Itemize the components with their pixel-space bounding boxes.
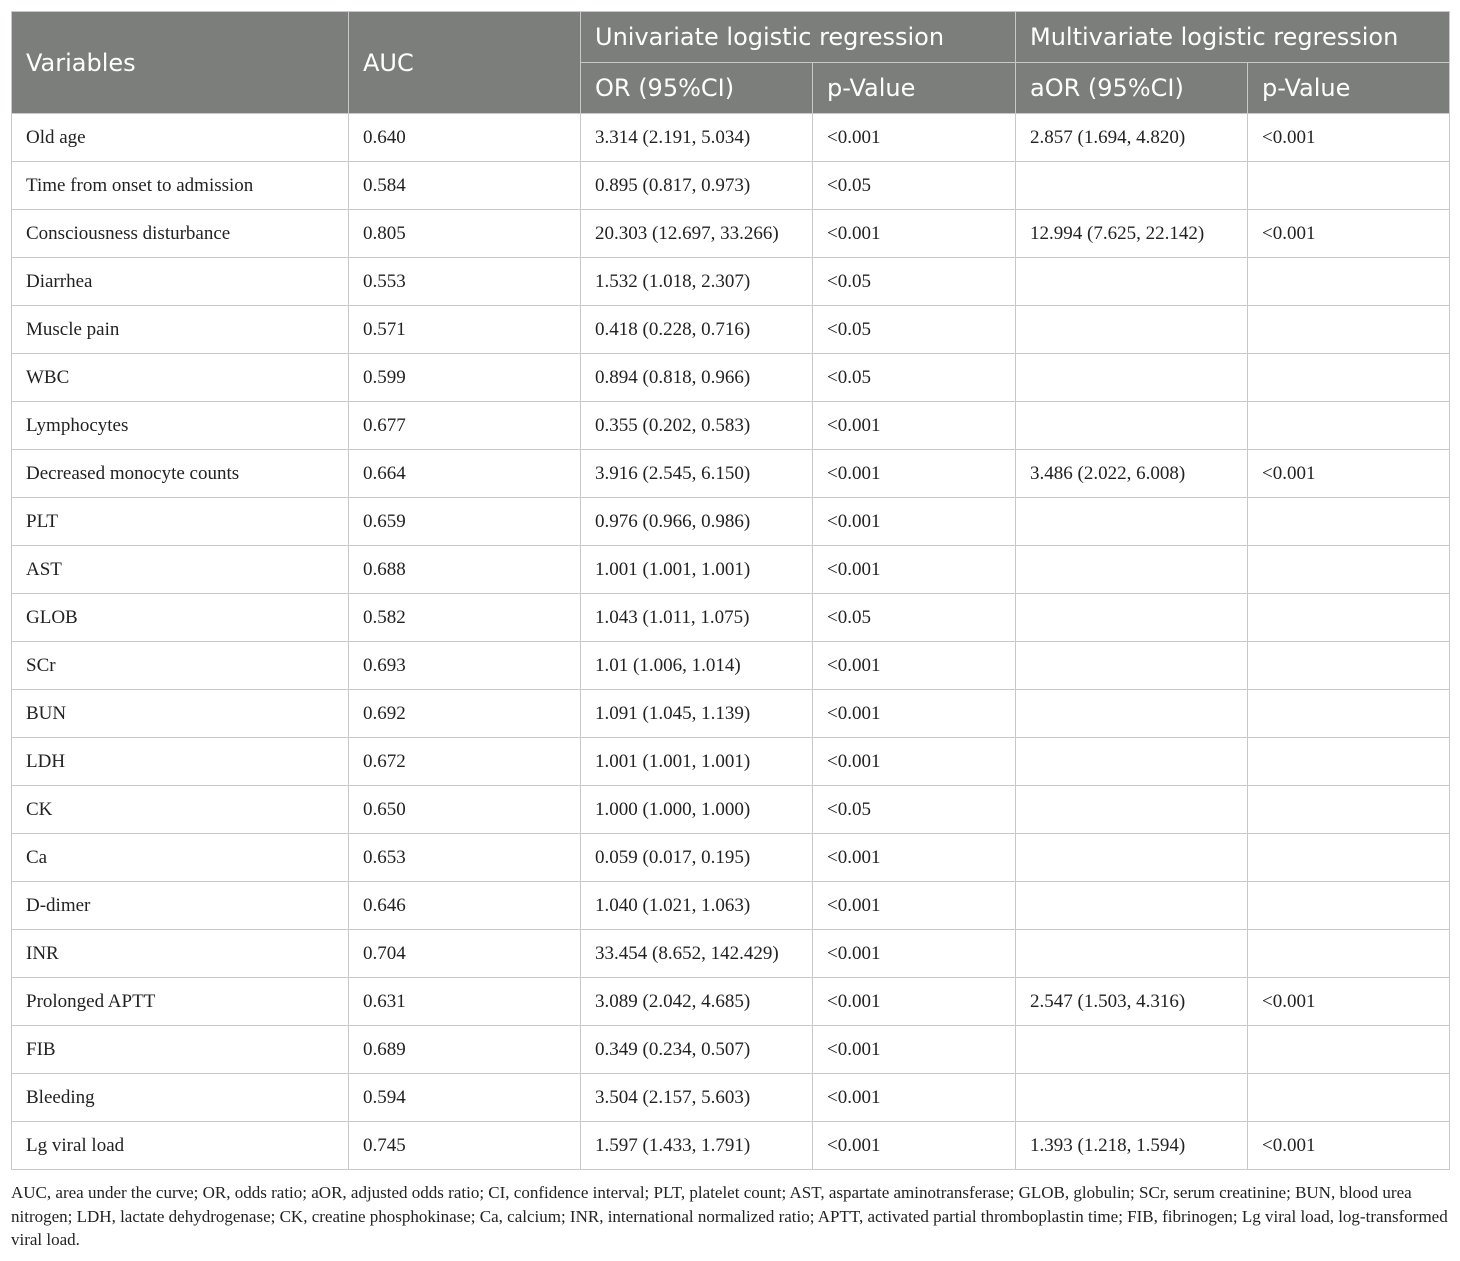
cell-aor-ci: [1016, 930, 1248, 978]
cell-auc: 0.689: [349, 1026, 581, 1074]
cell-multi-p-value: <0.001: [1248, 114, 1450, 162]
cell-uni-p-value: <0.001: [813, 930, 1016, 978]
cell-uni-p-value: <0.001: [813, 114, 1016, 162]
cell-uni-p-value: <0.05: [813, 162, 1016, 210]
cell-auc: 0.677: [349, 402, 581, 450]
cell-or-ci: 1.001 (1.001, 1.001): [581, 738, 813, 786]
cell-or-ci: 1.040 (1.021, 1.063): [581, 882, 813, 930]
cell-auc: 0.692: [349, 690, 581, 738]
cell-aor-ci: [1016, 834, 1248, 882]
cell-variable: Muscle pain: [12, 306, 349, 354]
table-row: [12, 882, 1450, 930]
cell-multi-p-value: [1248, 162, 1450, 210]
cell-auc: 0.664: [349, 450, 581, 498]
cell-uni-p-value: <0.001: [813, 1122, 1016, 1170]
cell-multi-p-value: [1248, 402, 1450, 450]
cell-auc: 0.704: [349, 930, 581, 978]
cell-auc: 0.631: [349, 978, 581, 1026]
cell-variable: BUN: [12, 690, 349, 738]
cell-uni-p-value: <0.05: [813, 594, 1016, 642]
table-footnote: AUC, area under the curve; OR, odds ratio; aOR, adjusted odds ratio; CI, confidence interval; PLT, platelet count; AST, aspartate aminotransferase; GLOB, globulin; SCr, serum creatinine; BUN, blood urea nitrogen; LDH, lactate dehydrogenase; CK, creatine phosphokinase; Ca, calcium; INR, international normalized ratio; APTT, activated partial thromboplastin time; FIB, fibrinogen; Lg viral load, log-transformed viral load.: [11, 1183, 1448, 1249]
cell-variable: Diarrhea: [12, 258, 349, 306]
table-row: [12, 1122, 1450, 1170]
cell-or-ci: 3.314 (2.191, 5.034): [581, 114, 813, 162]
cell-auc: 0.805: [349, 210, 581, 258]
cell-multi-p-value: [1248, 930, 1450, 978]
table-row: [12, 738, 1450, 786]
cell-variable: GLOB: [12, 594, 349, 642]
cell-aor-ci: [1016, 258, 1248, 306]
cell-or-ci: 1.001 (1.001, 1.001): [581, 546, 813, 594]
cell-multi-p-value: [1248, 786, 1450, 834]
cell-multi-p-value: [1248, 834, 1450, 882]
header-aor-ci: aOR (95%CI): [1016, 63, 1248, 114]
cell-multi-p-value: [1248, 1074, 1450, 1122]
table-row: [12, 402, 1450, 450]
cell-uni-p-value: <0.001: [813, 210, 1016, 258]
cell-variable: D-dimer: [12, 882, 349, 930]
cell-auc: 0.553: [349, 258, 581, 306]
cell-multi-p-value: <0.001: [1248, 978, 1450, 1026]
cell-variable: Old age: [12, 114, 349, 162]
cell-aor-ci: 2.547 (1.503, 4.316): [1016, 978, 1248, 1026]
cell-or-ci: 1.01 (1.006, 1.014): [581, 642, 813, 690]
cell-or-ci: 0.349 (0.234, 0.507): [581, 1026, 813, 1074]
table-row: [12, 834, 1450, 882]
cell-aor-ci: [1016, 306, 1248, 354]
cell-or-ci: 1.000 (1.000, 1.000): [581, 786, 813, 834]
cell-multi-p-value: [1248, 594, 1450, 642]
cell-uni-p-value: <0.001: [813, 834, 1016, 882]
cell-auc: 0.582: [349, 594, 581, 642]
cell-multi-p-value: [1248, 1026, 1450, 1074]
cell-or-ci: 0.895 (0.817, 0.973): [581, 162, 813, 210]
cell-auc: 0.646: [349, 882, 581, 930]
cell-auc: 0.688: [349, 546, 581, 594]
cell-multi-p-value: <0.001: [1248, 1122, 1450, 1170]
cell-auc: 0.672: [349, 738, 581, 786]
cell-or-ci: 33.454 (8.652, 142.429): [581, 930, 813, 978]
table-row: [12, 114, 1450, 162]
cell-multi-p-value: [1248, 642, 1450, 690]
table-row: [12, 786, 1450, 834]
cell-variable: LDH: [12, 738, 349, 786]
cell-variable: PLT: [12, 498, 349, 546]
cell-uni-p-value: <0.001: [813, 642, 1016, 690]
cell-aor-ci: [1016, 786, 1248, 834]
cell-uni-p-value: <0.05: [813, 786, 1016, 834]
cell-or-ci: 0.059 (0.017, 0.195): [581, 834, 813, 882]
cell-or-ci: 20.303 (12.697, 33.266): [581, 210, 813, 258]
cell-uni-p-value: <0.001: [813, 690, 1016, 738]
cell-variable: Lg viral load: [12, 1122, 349, 1170]
cell-or-ci: 3.089 (2.042, 4.685): [581, 978, 813, 1026]
cell-aor-ci: [1016, 882, 1248, 930]
cell-auc: 0.599: [349, 354, 581, 402]
cell-or-ci: 0.894 (0.818, 0.966): [581, 354, 813, 402]
cell-or-ci: 3.504 (2.157, 5.603): [581, 1074, 813, 1122]
cell-or-ci: 0.418 (0.228, 0.716): [581, 306, 813, 354]
cell-variable: Bleeding: [12, 1074, 349, 1122]
table-header: [12, 12, 1450, 114]
cell-multi-p-value: [1248, 546, 1450, 594]
table-row: [12, 690, 1450, 738]
cell-variable: Lymphocytes: [12, 402, 349, 450]
cell-variable: Ca: [12, 834, 349, 882]
header-uni-p-value: p-Value: [813, 63, 1016, 114]
cell-aor-ci: [1016, 690, 1248, 738]
cell-multi-p-value: [1248, 690, 1450, 738]
cell-auc: 0.650: [349, 786, 581, 834]
cell-variable: CK: [12, 786, 349, 834]
table-container: [11, 11, 1449, 1170]
cell-multi-p-value: <0.001: [1248, 450, 1450, 498]
cell-aor-ci: [1016, 1026, 1248, 1074]
cell-multi-p-value: [1248, 738, 1450, 786]
cell-variable: Prolonged APTT: [12, 978, 349, 1026]
table-row: [12, 498, 1450, 546]
cell-or-ci: 1.043 (1.011, 1.075): [581, 594, 813, 642]
cell-uni-p-value: <0.001: [813, 450, 1016, 498]
table-row: [12, 306, 1450, 354]
table-row: [12, 930, 1450, 978]
cell-aor-ci: [1016, 354, 1248, 402]
cell-or-ci: 3.916 (2.545, 6.150): [581, 450, 813, 498]
header-auc: AUC: [349, 12, 581, 114]
header-multi-p-value: p-Value: [1248, 63, 1450, 114]
cell-variable: Decreased monocyte counts: [12, 450, 349, 498]
cell-multi-p-value: [1248, 258, 1450, 306]
cell-aor-ci: [1016, 738, 1248, 786]
cell-multi-p-value: <0.001: [1248, 210, 1450, 258]
table-row: [12, 1074, 1450, 1122]
cell-aor-ci: [1016, 642, 1248, 690]
cell-variable: SCr: [12, 642, 349, 690]
cell-or-ci: 1.091 (1.045, 1.139): [581, 690, 813, 738]
cell-auc: 0.594: [349, 1074, 581, 1122]
cell-or-ci: 0.976 (0.966, 0.986): [581, 498, 813, 546]
cell-uni-p-value: <0.001: [813, 1074, 1016, 1122]
cell-multi-p-value: [1248, 354, 1450, 402]
header-variables: Variables: [12, 12, 349, 114]
cell-uni-p-value: <0.001: [813, 546, 1016, 594]
cell-or-ci: 1.597 (1.433, 1.791): [581, 1122, 813, 1170]
cell-uni-p-value: <0.001: [813, 1026, 1016, 1074]
cell-auc: 0.745: [349, 1122, 581, 1170]
table-row: [12, 450, 1450, 498]
cell-uni-p-value: <0.001: [813, 402, 1016, 450]
cell-aor-ci: [1016, 594, 1248, 642]
cell-variable: FIB: [12, 1026, 349, 1074]
cell-aor-ci: 3.486 (2.022, 6.008): [1016, 450, 1248, 498]
cell-aor-ci: [1016, 498, 1248, 546]
cell-auc: 0.571: [349, 306, 581, 354]
cell-auc: 0.693: [349, 642, 581, 690]
cell-or-ci: 0.355 (0.202, 0.583): [581, 402, 813, 450]
cell-uni-p-value: <0.001: [813, 978, 1016, 1026]
cell-multi-p-value: [1248, 882, 1450, 930]
cell-uni-p-value: <0.001: [813, 738, 1016, 786]
cell-or-ci: 1.532 (1.018, 2.307): [581, 258, 813, 306]
header-or-ci: OR (95%CI): [581, 63, 813, 114]
cell-auc: 0.659: [349, 498, 581, 546]
cell-auc: 0.584: [349, 162, 581, 210]
cell-aor-ci: [1016, 1074, 1248, 1122]
cell-auc: 0.653: [349, 834, 581, 882]
table-row: [12, 594, 1450, 642]
cell-multi-p-value: [1248, 498, 1450, 546]
cell-uni-p-value: <0.05: [813, 354, 1016, 402]
cell-variable: Time from onset to admission: [12, 162, 349, 210]
cell-aor-ci: [1016, 162, 1248, 210]
cell-aor-ci: [1016, 546, 1248, 594]
cell-variable: Consciousness disturbance: [12, 210, 349, 258]
table-row: [12, 162, 1450, 210]
cell-aor-ci: 1.393 (1.218, 1.594): [1016, 1122, 1248, 1170]
cell-variable: INR: [12, 930, 349, 978]
cell-uni-p-value: <0.001: [813, 498, 1016, 546]
regression-table: [11, 11, 1450, 1170]
cell-variable: AST: [12, 546, 349, 594]
cell-auc: 0.640: [349, 114, 581, 162]
cell-uni-p-value: <0.001: [813, 882, 1016, 930]
cell-multi-p-value: [1248, 306, 1450, 354]
table-row: [12, 354, 1450, 402]
table-row: [12, 258, 1450, 306]
table-row: [12, 210, 1450, 258]
table-row: [12, 978, 1450, 1026]
cell-variable: WBC: [12, 354, 349, 402]
table-row: [12, 546, 1450, 594]
cell-aor-ci: [1016, 402, 1248, 450]
header-multivariate: Multivariate logistic regression: [1016, 12, 1450, 63]
table-row: [12, 1026, 1450, 1074]
cell-uni-p-value: <0.05: [813, 258, 1016, 306]
table-body: [12, 114, 1450, 1170]
cell-uni-p-value: <0.05: [813, 306, 1016, 354]
header-univariate: Univariate logistic regression: [581, 12, 1016, 63]
cell-aor-ci: 12.994 (7.625, 22.142): [1016, 210, 1248, 258]
cell-aor-ci: 2.857 (1.694, 4.820): [1016, 114, 1248, 162]
table-row: [12, 642, 1450, 690]
